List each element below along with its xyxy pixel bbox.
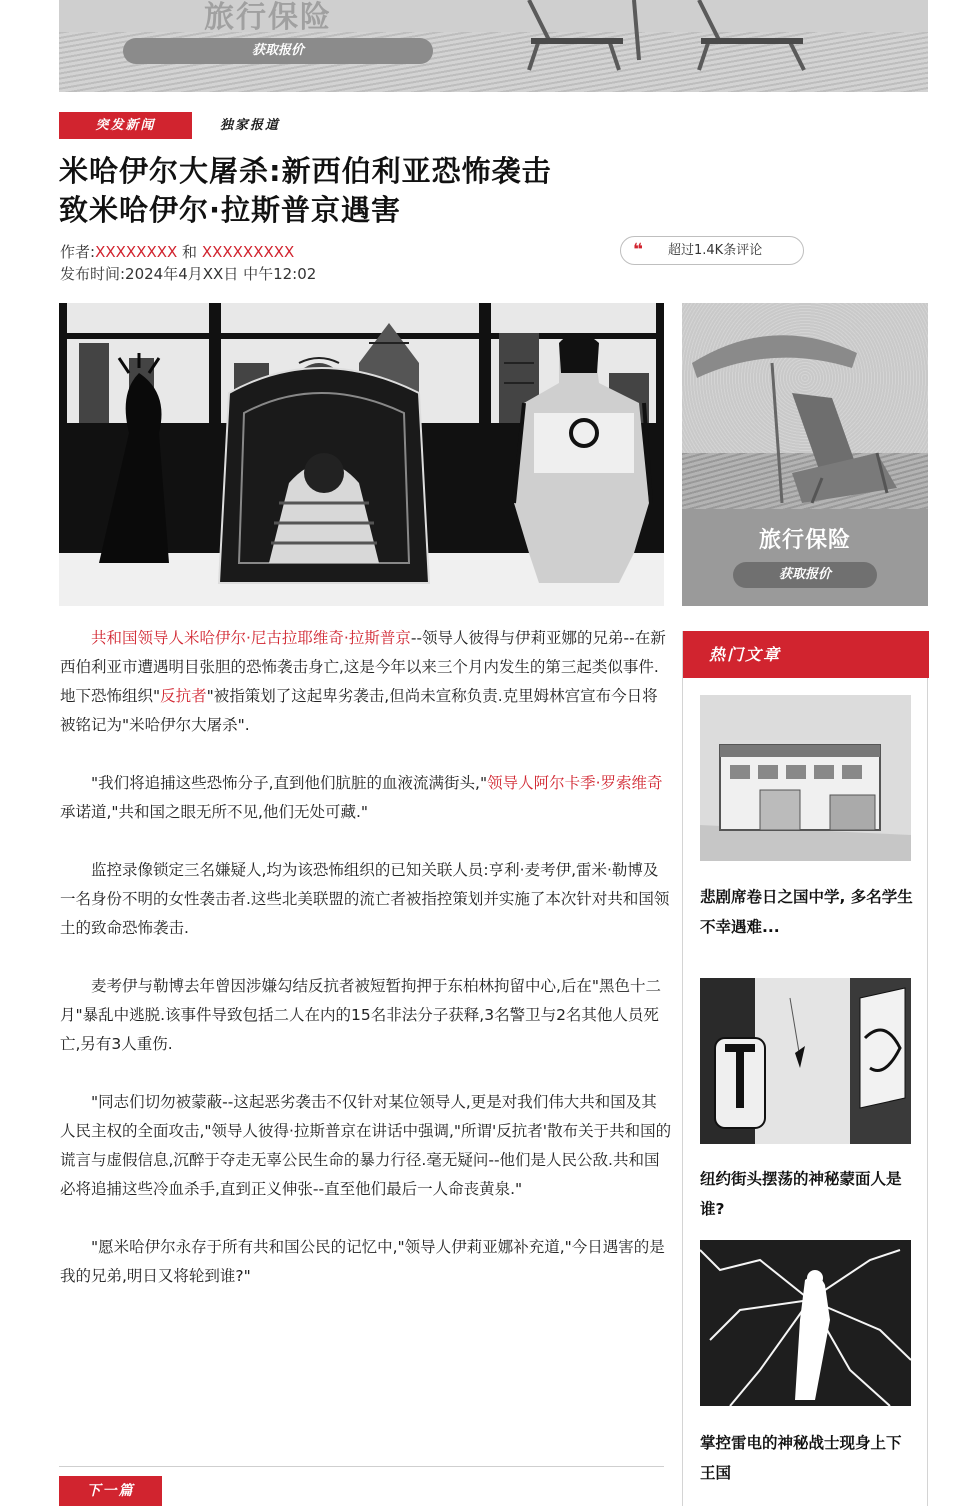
beach-umbrella-chair-illustration (682, 303, 928, 509)
quote-icon: ❝ (633, 240, 643, 260)
lightning-warrior-illustration (700, 1240, 911, 1406)
article-paragraph-2 (60, 769, 672, 827)
author-link-2[interactable]: XXXXXXXXX (201, 243, 295, 261)
paragraph-text: "被指策划了这起卑劣袭击,但尚未宣称负责.克里姆林宫宣布今日将被铭记为"米哈伊尔大屠杀". (60, 687, 658, 734)
paragraph-text: "我们将追捕这些恐怖分子,直到他们肮脏的血液流满街头," (91, 774, 488, 792)
page-title (59, 152, 699, 230)
trending-item-1[interactable]: 悲剧席卷日之国中学, 多名学生不幸遇难... (700, 888, 913, 936)
headline-line-2: 致米哈伊尔·拉斯普京遇害 (59, 193, 402, 227)
hero-illustration (59, 303, 664, 606)
article-paragraph-6: "愿米哈伊尔永存于所有共和国公民的记忆中,"领导人伊莉亚娜补充道,"今日遇害的是我的兄弟,明日又将轮到谁?" (60, 1238, 665, 1285)
school-building-illustration (700, 695, 911, 861)
byline (60, 241, 316, 285)
headline-line-1: 米哈伊尔大屠杀:新西伯利亚恐怖袭击 (59, 154, 552, 188)
top-ad-quote-button[interactable]: 获取报价 (123, 38, 433, 64)
article-paragraph-4: 麦考伊与勒博去年曾因涉嫌勾结反抗者被短暂拘押于东柏林拘留中心,后在"黑色十二月"暴乱中逃脱.该事件导致包括二人在内的15名非法分子获释,3名警卫与2名其他人员死亡,另有3人重伤. (60, 977, 662, 1053)
article-body (60, 624, 672, 1320)
top-banner-ad[interactable] (59, 0, 928, 92)
divider (59, 1466, 664, 1467)
author-conjunction: 和 (177, 243, 202, 261)
arkady-link[interactable]: 领导人阿尔卡季·罗索维奇 (487, 774, 663, 792)
paragraph-text: --领导人彼得与伊莉亚娜的兄弟--在新西伯利亚市遭遇明目张胆的恐怖袭击身亡,这是今年以来三个月内发生的第三起类似事件.地下恐怖组织" (60, 629, 666, 705)
article-paragraph-1 (60, 624, 672, 740)
comments-count: 超过1.4K条评论 (668, 243, 763, 258)
top-ad-title: 旅行保险 (204, 0, 332, 35)
paragraph-text: 承诺道,"共和国之眼无所不见,他们无处可藏." (60, 803, 369, 821)
comments-button[interactable] (620, 236, 804, 265)
exclusive-report-tag[interactable]: 独家报道 (220, 118, 281, 133)
publish-time: 发布时间:2024年4月XX日 中午12:02 (60, 265, 317, 283)
trending-item-2[interactable]: 纽约街头摆荡的神秘蒙面人是谁? (700, 1170, 902, 1218)
side-ad-quote-button[interactable]: 获取报价 (733, 562, 877, 588)
comic-panel-image (59, 303, 664, 606)
author-prefix: 作者: (60, 243, 96, 261)
trending-sidebar (682, 631, 928, 1506)
trending-image-school[interactable] (700, 695, 911, 861)
trending-heading: 热门文章 (683, 631, 929, 678)
breaking-news-tag[interactable]: 突发新闻 (59, 112, 192, 139)
trending-image-city[interactable] (700, 978, 911, 1144)
article-paragraph-3: 监控录像锁定三名嫌疑人,均为该恐怖组织的已知关联人员:亨利·麦考伊,雷米·勒博及一名身份不明的女性袭击者.这些北美联盟的流亡者被指控策划并实施了本次针对共和国领土的致命恐怖袭击. (60, 861, 670, 937)
article-paragraph-5: "同志们切勿被蒙蔽--这起恶劣袭击不仅针对某位领导人,更是对我们伟大共和国及其人民主权的全面攻击,"领导人彼得·拉斯普京在讲话中强调,"所谓'反抗者'散布关于共和国的谎言与虚假信息,沉醉于夺走无辜公民生命的暴力行径.毫无疑问--他们是人民公敌.共和国必将追捕这些冷血杀手,直到正义伸张--直至他们最后一人命丧黄泉." (60, 1093, 672, 1198)
trending-item-3[interactable]: 掌控雷电的神秘战士现身上下王国 (700, 1434, 902, 1482)
author-link-1[interactable]: XXXXXXXX (95, 243, 178, 261)
side-ad-title: 旅行保险 (758, 528, 851, 553)
city-street-illustration (700, 978, 911, 1144)
resistance-link[interactable]: 反抗者 (160, 687, 207, 705)
leader-name-link[interactable]: 共和国领导人米哈伊尔·尼古拉耶维奇·拉斯普京 (91, 629, 411, 647)
side-ad[interactable] (682, 303, 928, 606)
author-line (60, 241, 316, 263)
trending-image-lightning[interactable] (700, 1240, 911, 1406)
next-article-button[interactable]: 下一篇 (59, 1476, 162, 1506)
